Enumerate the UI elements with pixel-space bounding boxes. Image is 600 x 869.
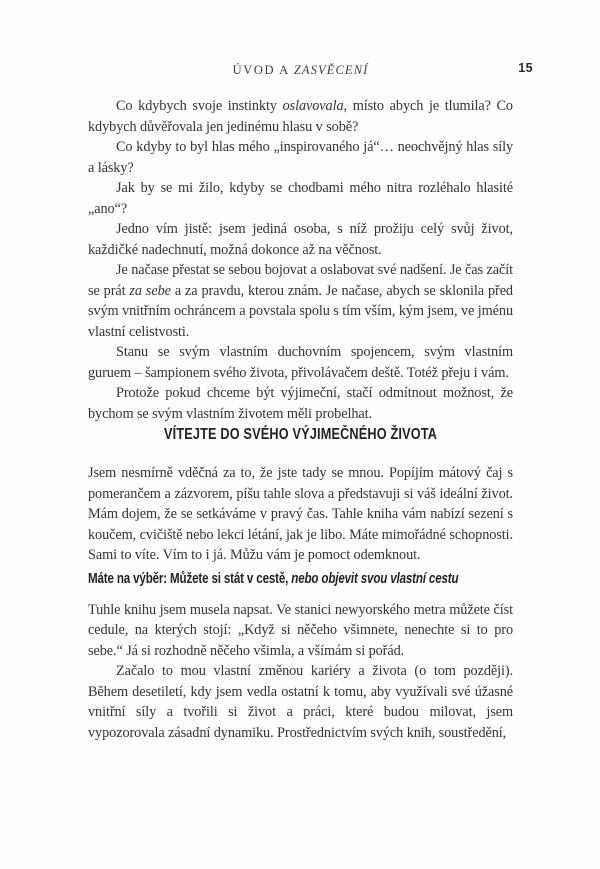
subsection-heading: [88, 570, 513, 588]
paragraph: [88, 219, 513, 260]
text-run: VÍTEJTE DO SVÉHO VÝJIMEČNÉHO ŽIVOTA: [163, 426, 438, 443]
paragraph: [88, 178, 513, 219]
running-head-regular: ÚVOD A: [232, 63, 294, 77]
text-run: Stanu se svým vlastním duchovním spojencem, svým vlastním guruem – šampionem svého života, přivolávačem deště. Totéž přeju i vám.: [88, 344, 513, 381]
running-head-italic: ZASVĚCENÍ: [293, 63, 369, 77]
section-heading: [88, 426, 513, 444]
paragraph: [88, 463, 513, 566]
text-run: Jedno vím jistě: jsem jediná osoba, s níž prožiju celý svůj život, každičké nadechnutí, možná dokonce až na věčnost.: [88, 221, 513, 258]
italic-text-run: oslavovala: [282, 98, 344, 114]
text-block: [88, 96, 513, 743]
paragraph: [88, 383, 513, 424]
italic-text-run: za sebe: [129, 282, 171, 299]
text-run: Jak by se mi žilo, kdyby se chodbami mého nitra rozléhalo hlasité „ano“?: [88, 180, 513, 217]
paragraph: [88, 96, 513, 137]
paragraph: [88, 661, 513, 743]
text-run: Co kdybych svoje instinkty: [116, 98, 283, 114]
paragraph: [88, 600, 513, 662]
page-number: 15: [518, 61, 533, 75]
heading-text: [88, 570, 458, 588]
paragraph: [88, 137, 513, 178]
text-run: Tuhle knihu jsem musela napsat. Ve stanici newyorského metra můžete číst cedule, na kterých stojí: „Když si něčeho všimnete, nenechte si to pro sebe.“ Já si rozhodně něčeho všimla, a všímám si pořád.: [88, 601, 513, 659]
text-run: Máte na výběr: Můžete si stát v cestě,: [88, 570, 292, 587]
text-run: Začalo to mou vlastní změnou kariéry a života (o tom později). Během desetiletí, kdy jsem vedla ostatní k tomu, aby využívali své úžasné vnitřní síly a tvořili si život a práci, které budou milovat, jsem vypozorovala zásadní dynamiku. Prostřednictvím svých knih, soustředění,: [88, 663, 513, 741]
text-run: a za pravdu, kterou znám. Je načase, abych se sklonila před svým vnitřním ochráncem a povstala spolu s tím vším, kým jsem, ve jménu vlastní celistvosti.: [88, 282, 513, 340]
paragraph: [88, 260, 513, 342]
italic-text-run: nebo objevit svou vlastní cestu: [291, 570, 459, 587]
text-run: Jsem nesmírně vděčná za to, že jste tady se mnou. Popíjím mátový čaj s pomerančem a zázvorem, píšu tahle slova a představuji si váš ideální život. Mám dojem, že se setkáváme v pravý čas. Tahle kniha vám nabízí sezení s koučem, cvičiště nebo lekci létání, jak je libo. Máte mimořádné schopnosti. Sami to víte. Vím to i já. Můžu vám je pomoct odemknout.: [88, 465, 513, 563]
running-head: [88, 63, 513, 77]
text-run: Je načase přestat se sebou bojovat a oslabovat své nadšení. Je čas začít se prát: [88, 262, 513, 299]
heading-text: [164, 426, 437, 444]
paragraph: [88, 342, 513, 383]
text-run: Co kdyby to byl hlas mého „inspirovaného já“… neochvějný hlas síly a lásky?: [88, 139, 513, 176]
text-run: Protože pokud chceme být výjimeční, stačí odmítnout možnost, že bychom se svým vlastním životem měli probelhat.: [88, 385, 513, 422]
text-run: , místo abych je tlumila? Co kdybych důvěřovala jen jedinému hlasu v sobě?: [88, 98, 513, 135]
